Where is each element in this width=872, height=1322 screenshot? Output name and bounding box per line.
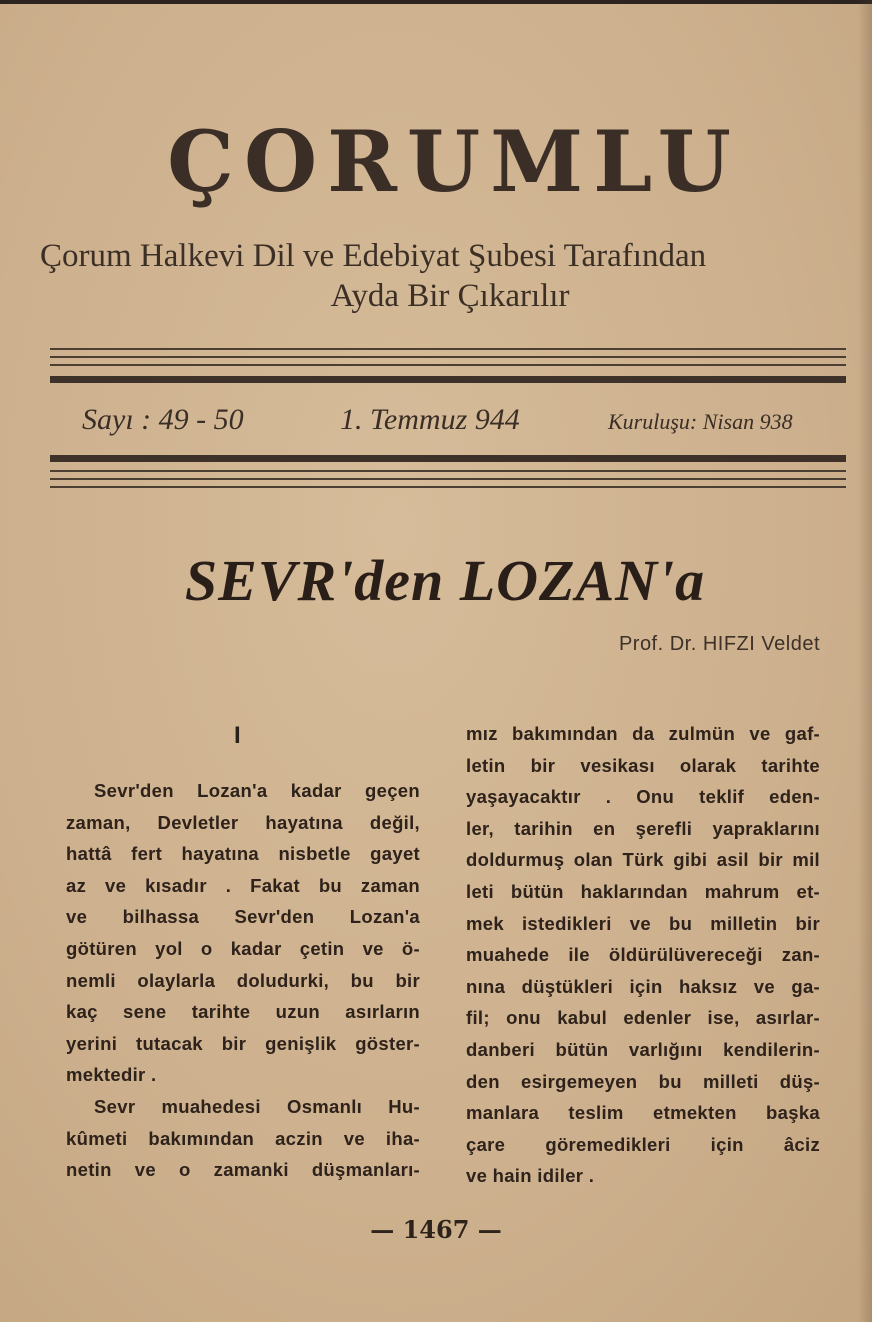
text-line: zaman, Devletler hayatına değil,	[66, 811, 420, 833]
text-line: ler, tarihin en şerefli yapraklarını	[466, 817, 820, 839]
text-line: den esirgemeyen bu milleti düş-	[466, 1070, 820, 1092]
rule-thick	[50, 455, 846, 462]
text-line: yaşayacaktır . Onu teklif eden-	[466, 786, 820, 808]
text-line: doldurmuş olan Türk gibi asil bir mil	[466, 849, 820, 871]
issue-number: Sayı : 49 - 50	[82, 403, 244, 436]
text-line: mız bakımından da zulmün ve gaf-	[466, 723, 820, 744]
text-line: yerini tutacak bir genişlik göster-	[66, 1032, 420, 1054]
right-column	[466, 718, 820, 1192]
text-line: az ve kısadır . Fakat bu zaman	[66, 874, 420, 896]
text-line: hattâ fert hayatına nisbetle gayet	[66, 843, 420, 865]
text-line: manlara teslim etmekten başka	[466, 1102, 820, 1124]
article-author: Prof. Dr. HIFZI Veldet	[618, 633, 820, 655]
rule-thin	[50, 478, 846, 480]
publisher-line: Çorum Halkevi Dil ve Edebiyat Şubesi Tarafından	[40, 238, 707, 274]
article-title: SEVR'den LOZAN'a	[184, 548, 706, 613]
left-column	[66, 775, 420, 1186]
text-line: ve bilhassa Sevr'den Lozan'a	[66, 906, 420, 928]
text-line: ve hain idiler .	[466, 1165, 595, 1187]
issue-line	[82, 400, 862, 440]
text-line: mek istedikleri ve bu milletin bir	[466, 912, 820, 934]
text-line: leti bütün haklarından mahrum et-	[466, 880, 820, 902]
rule-thin	[50, 348, 846, 350]
text-line: çare göremedikleri için âciz	[466, 1133, 820, 1155]
section-number: I	[234, 722, 241, 749]
rule-thin	[50, 364, 846, 366]
rule-thin	[50, 486, 846, 488]
text-line: Sevr muahedesi Osmanlı Hu-	[94, 1095, 420, 1117]
masthead-title: ÇORUMLU	[167, 112, 741, 211]
rule-thick	[50, 376, 846, 383]
text-line: Sevr'den Lozan'a kadar geçen	[94, 780, 420, 801]
rule-thin	[50, 356, 846, 358]
text-line: nına düştükleri için haksız ve ga-	[466, 975, 820, 997]
text-line: letin bir vesikası olarak tarihte	[466, 754, 820, 776]
text-line: mektedir .	[66, 1064, 157, 1086]
top-edge	[0, 0, 872, 4]
frequency-line: Ayda Bir Çıkarılır	[330, 278, 570, 314]
founded-date: Kuruluşu: Nisan 938	[608, 409, 793, 434]
text-line: muahede ile öldürülüvereceği zan-	[466, 944, 820, 966]
text-line: götüren yol o kadar çetin ve ö-	[66, 937, 420, 959]
issue-date: 1. Temmuz 944	[340, 403, 520, 436]
text-line: nemli olaylarla doludurki, bu bir	[66, 969, 420, 991]
text-line: netin ve o zamanki düşmanları-	[66, 1159, 420, 1181]
text-line: kûmeti bakımından aczin ve iha-	[66, 1127, 420, 1149]
text-line: fil; onu kabul edenler ise, asırlar-	[466, 1007, 820, 1029]
text-line: danberi bütün varlığını kendilerin-	[466, 1038, 820, 1060]
text-line: kaç sene tarihte uzun asırların	[66, 1001, 420, 1023]
rule-thin	[50, 470, 846, 472]
page-number: — 1467 —	[370, 1215, 502, 1244]
